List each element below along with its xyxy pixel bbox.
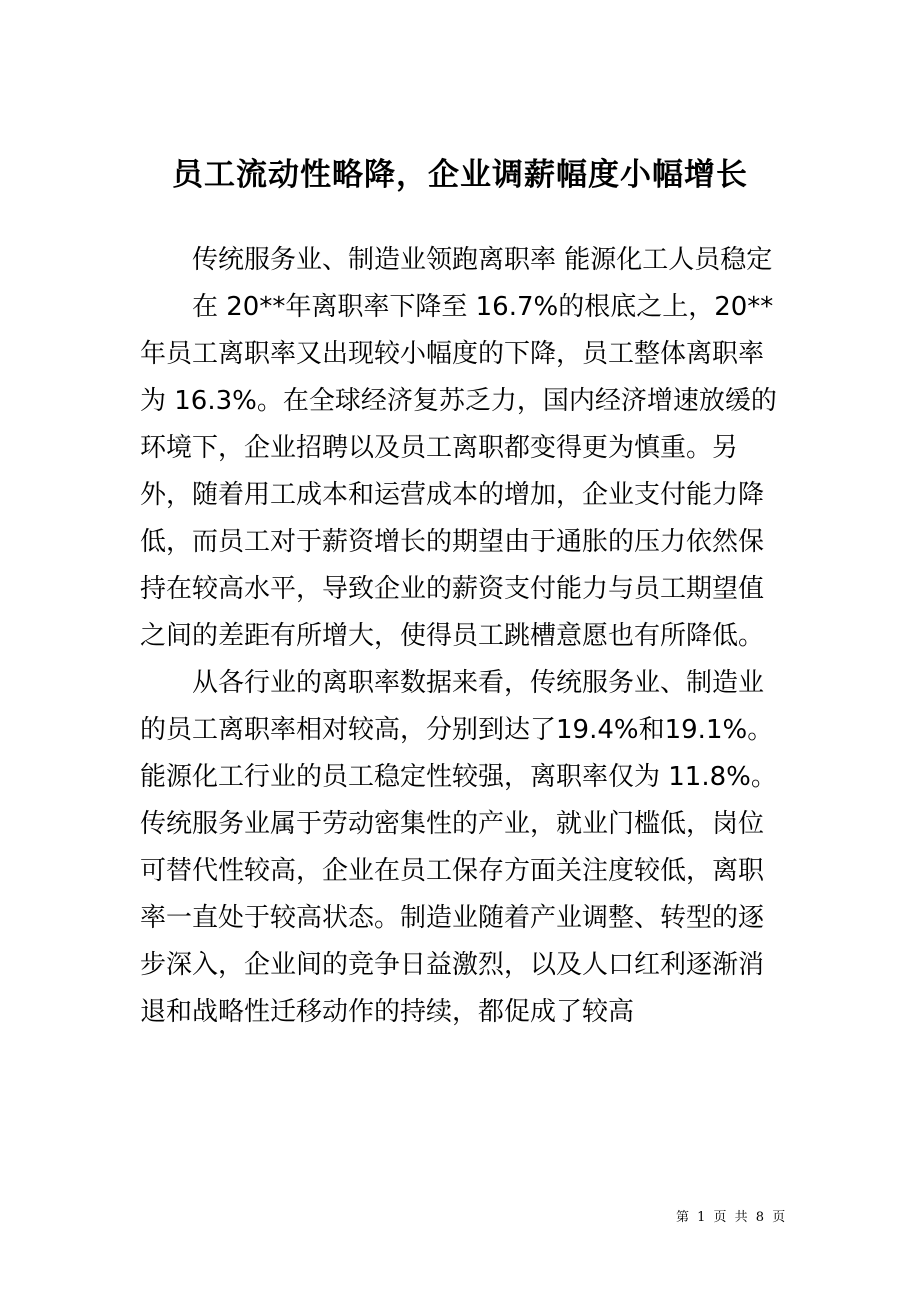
section-heading-paragraph: 传统服务业、制造业领跑离职率 能源化工人员稳定: [192, 245, 773, 275]
document-title: 员工流动性略降，企业调薪幅度小幅增长: [172, 156, 748, 193]
document-body: [140, 237, 785, 1036]
body-paragraph: 在 20**年离职率下降至 16.7%的根底之上，20**年员工离职率又出现较小幅度的下降，员工整体离职率为 16.3%。在全球经济复苏乏力，国内经济增速放缓的环境下，企业招聘以及员工离职都变得更为慎重。另外，随着用工成本和运营成本的增加，企业支付能力降低，而员工对于薪资增长的期望由于通胀的压力依然保持在较高水平，导致企业的薪资支付能力与员工期望值之间的差距有所增大，使得员工跳槽意愿也有所降低。: [140, 292, 777, 651]
body-paragraph: 从各行业的离职率数据来看，传统服务业、制造业的员工离职率相对较高，分别到达了19.4%和19.1%。能源化工行业的员工稳定性较强，离职率仅为 11.8%。传统服务业属于劳动密集性的产业，就业门槛低，岗位可替代性较高，企业在员工保存方面关注度较低，离职率一直处于较高状态。制造业随着产业调整、转型的逐步深入，企业间的竞争日益激烈，以及人口红利逐渐消退和战略性迁移动作的持续，都促成了较高: [140, 668, 777, 1027]
page-number-footer: 第 1 页 共 8 页: [676, 1210, 788, 1225]
